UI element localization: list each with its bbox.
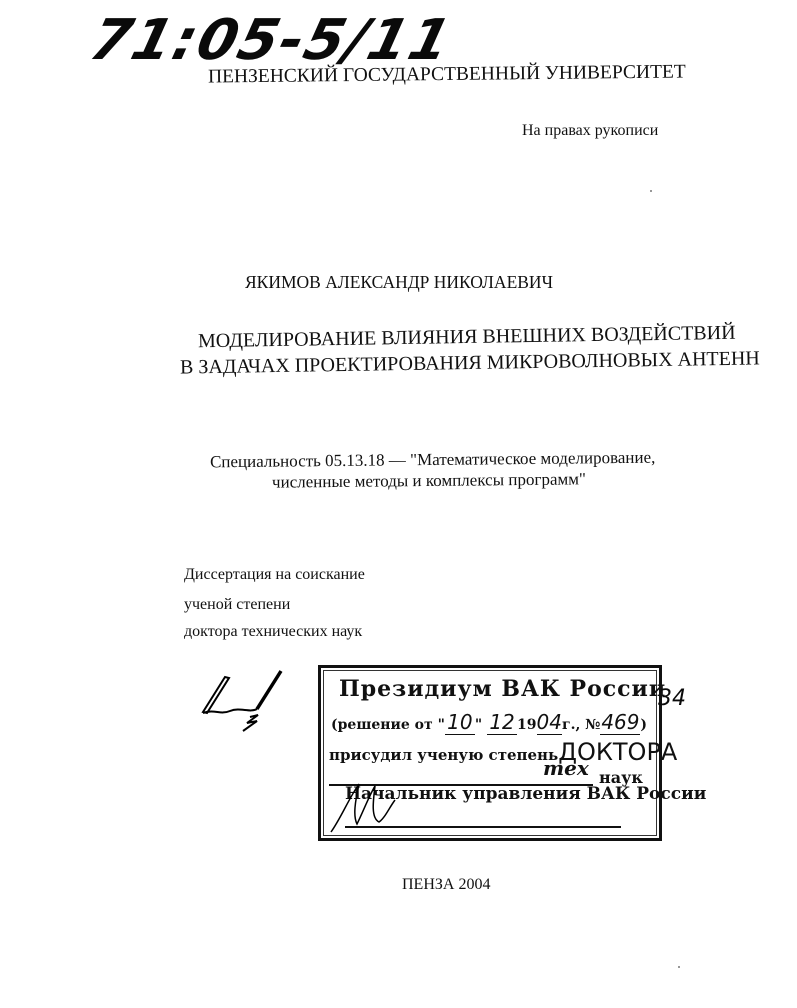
specialty-line-1: Специальность 05.13.18 — "Математическое моделирование,: [209, 447, 656, 472]
scan-speck: [678, 966, 680, 968]
decision-prefix: (решение от ": [331, 717, 445, 733]
dissertation-title-line-2: В ЗАДАЧАХ ПРОЕКТИРОВАНИЯ МИКРОВОЛНОВЫХ АНТЕНН: [179, 347, 760, 379]
city-year: ПЕНЗА 2004: [402, 876, 491, 893]
signature-icon: [195, 665, 285, 740]
specialty-line-2: численные методы и комплексы программ": [271, 469, 586, 492]
decision-number: 469: [601, 710, 640, 734]
stamp-signature-icon: [329, 778, 399, 834]
field-handwritten: тех: [543, 756, 589, 780]
degree-line-3: доктора технических наук: [184, 623, 363, 640]
sciences-label: наук: [599, 768, 643, 787]
number-prefix: г., №: [561, 717, 601, 733]
degree-line-2: ученой степени: [184, 596, 291, 613]
rights-note: На правах рукописи: [522, 122, 659, 139]
university-name: ПЕНЗЕНСКИЙ ГОСУДАРСТВЕННЫЙ УНИВЕРСИТЕТ: [207, 61, 686, 88]
degree-line-1: Диссертация на соискание: [184, 566, 365, 583]
library-shelfmark: 71:05-5/11: [83, 8, 459, 73]
stamp-heading: Президиум ВАК России: [339, 676, 667, 702]
year-prefix: 19: [517, 717, 537, 733]
stamp-extra-handwritten-mark: 34: [658, 686, 686, 711]
author-name: ЯКИМОВ АЛЕКСАНДР НИКОЛАЕВИЧ: [245, 272, 553, 292]
scan-speck: [650, 190, 652, 192]
number-suffix: ): [640, 717, 648, 733]
stamp-decision-line: [331, 710, 647, 735]
decision-year: 04: [536, 710, 562, 734]
stamp-signatory: Начальник управления ВАК России: [345, 784, 707, 804]
quote-sep: ": [474, 717, 483, 733]
degree-level: ДОКТОРА: [558, 738, 678, 766]
awarded-text: присудил ученую степень: [329, 746, 559, 764]
dissertation-title-line-1: МОДЕЛИРОВАНИЕ ВЛИЯНИЯ ВНЕШНИХ ВОЗДЕЙСТВИЙ: [197, 321, 736, 353]
decision-month: 12: [487, 710, 517, 735]
decision-day: 10: [445, 710, 475, 735]
stamp-awarded-line: [329, 738, 677, 766]
